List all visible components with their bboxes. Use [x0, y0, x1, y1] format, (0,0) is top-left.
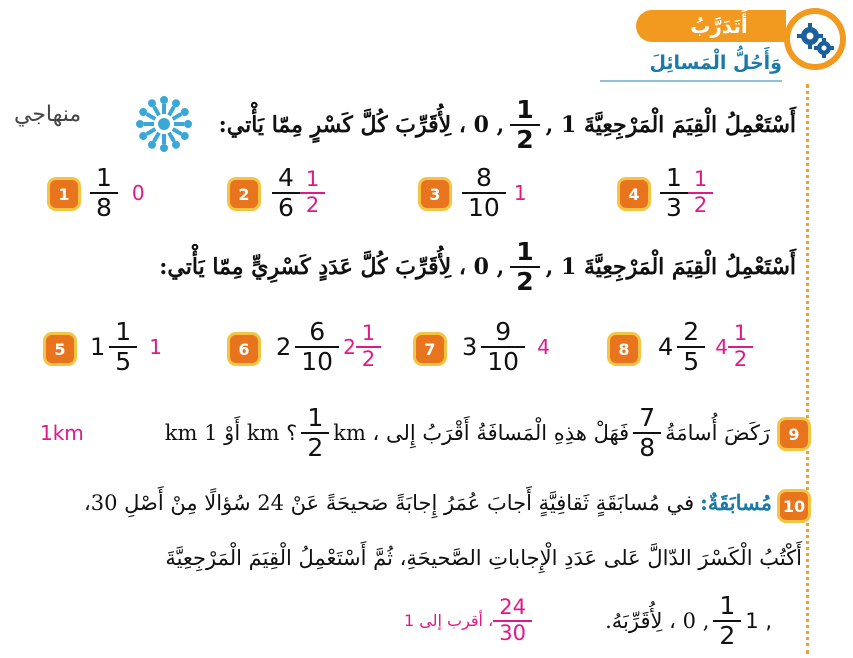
problem9-text-c: km أَوْ 1 km ؟: [164, 421, 298, 445]
whole-number: 3: [462, 333, 478, 361]
exercise-4: [660, 164, 713, 222]
fraction-denominator: 10: [487, 347, 520, 376]
problem-number-badge: 9: [780, 420, 808, 448]
fraction-denominator: 2: [307, 433, 324, 462]
whole-number: 2: [276, 333, 292, 361]
answer-fraction: [300, 168, 325, 217]
fraction-numerator: 1: [96, 163, 112, 192]
section1-instruction: [208, 96, 796, 154]
problem10-label: مُسابَقَةٌ:: [700, 490, 772, 515]
margin-dotted-line: [806, 84, 809, 654]
fraction-numerator: 1: [666, 163, 682, 192]
section2-instruction: [140, 238, 796, 296]
half-fraction: [510, 238, 539, 296]
fraction-denominator: 2: [693, 193, 708, 217]
section2-instruction-main: أَسْتَعْمِلُ الْقِيَمَ الْمَرْجِعِيَّةَ 1 ,: [545, 254, 796, 280]
fraction-denominator: 2: [733, 347, 748, 371]
fraction-numerator: 9: [495, 317, 512, 346]
fraction-denominator: 2: [719, 621, 736, 650]
answer-fraction: [728, 322, 753, 371]
fraction-numerator: 1: [115, 317, 132, 346]
exercise-number-badge: 6: [230, 335, 258, 363]
section2-instruction-rest: , 0 ، لِأُقَرِّبَ كُلَّ عَدَدٍ كَسْرِيٍّ مِمّا يَأْتي:: [159, 254, 505, 280]
fraction-denominator: 10: [468, 193, 500, 222]
half-fraction: [510, 96, 539, 154]
fraction-numerator: 1: [361, 321, 376, 346]
problem-9: [40, 404, 770, 462]
whole-number: 4: [658, 333, 674, 361]
problem10-line3-pre: 1 ,: [745, 609, 772, 633]
subtitle-underline: [600, 80, 782, 82]
fraction-numerator: 1: [305, 167, 320, 192]
problem10-line3-post: , 0 ، لِأُقَرِّبَهُ.: [605, 609, 710, 633]
exercise-number-badge: 5: [46, 335, 74, 363]
answer-value: 4: [537, 335, 550, 359]
fraction: [481, 318, 525, 376]
fraction-denominator: 6: [278, 193, 294, 222]
exercise-number-badge: 1: [50, 180, 78, 208]
answer-whole: 2: [343, 335, 356, 359]
fraction: [633, 404, 661, 462]
fraction-numerator: 1: [719, 591, 736, 620]
answer-whole: 4: [715, 335, 728, 359]
exercise-1: [90, 164, 145, 222]
fraction-denominator: 30: [499, 620, 526, 645]
fraction-numerator: 1: [516, 95, 534, 124]
problem9-text-b: km ، فَهَلْ هذِهِ الْمَسافَةُ أَقْرَبُ إِلى: [333, 421, 630, 445]
answer-fraction: [493, 596, 532, 645]
answer-value: 0: [131, 181, 145, 205]
problem10-answer: [404, 596, 532, 645]
problem10-line2-text: أَكْتُبُ الْكَسْرَ الدّالَّ عَلى عَدَدِ الْإِجاباتِ الصَّحيحَةِ، ثُمَّ أَسْتَعْمِلُ الْقِيَمَ الْمَرْجِعِيَّةَ: [165, 546, 802, 570]
fraction: [295, 318, 339, 376]
exercise-6: [276, 318, 381, 376]
answer-fraction: [688, 168, 713, 217]
fraction: [660, 164, 688, 222]
exercise-number-badge: 2: [230, 180, 258, 208]
fraction: [301, 404, 329, 462]
problem-number-badge: 10: [780, 492, 808, 520]
problem10-line1: [30, 490, 772, 515]
exercise-7: [462, 318, 550, 376]
logo-text: منهاجي: [14, 102, 82, 127]
fraction-denominator: 2: [516, 125, 534, 154]
exercise-2: [272, 164, 325, 222]
fraction: [677, 318, 705, 376]
answer-fraction: [356, 322, 381, 371]
answer-value: 1: [149, 335, 162, 359]
page-subtitle: وَأَحُلُّ الْمَسائِلَ: [649, 52, 782, 74]
whole-number: 1: [90, 333, 106, 361]
fraction-denominator: 2: [361, 347, 376, 371]
exercise-5: [90, 318, 162, 376]
gears-icon: [790, 14, 840, 64]
fraction-numerator: 2: [683, 317, 700, 346]
fraction: [272, 164, 300, 222]
fraction-denominator: 2: [305, 193, 320, 217]
exercise-number-badge: 8: [610, 335, 638, 363]
section1-instruction-rest: , 0 ، لِأُقَرِّبَ كُلَّ كَسْرٍ مِمّا يَأْتي:: [218, 112, 505, 138]
fraction-numerator: 1: [307, 403, 324, 432]
fraction-numerator: 24: [499, 595, 526, 619]
problem10-answer-text: ، أقرب إلى 1: [404, 611, 494, 631]
exercise-3: [462, 164, 527, 222]
logo-icon: [128, 88, 200, 160]
fraction-numerator: 6: [309, 317, 326, 346]
fraction-denominator: 3: [666, 193, 682, 222]
fraction-numerator: 1: [733, 321, 748, 346]
problem9-text-a: رَكَضَ أُسامَةُ: [665, 421, 770, 445]
fraction-denominator: 8: [96, 193, 112, 222]
fraction-numerator: 8: [475, 163, 492, 192]
problem9-answer: 1km: [40, 421, 84, 445]
fraction-denominator: 5: [683, 347, 700, 376]
exercise-number-badge: 4: [620, 180, 648, 208]
fraction: [109, 318, 137, 376]
fraction-denominator: 8: [639, 433, 656, 462]
fraction: [713, 592, 741, 650]
fraction: [90, 164, 118, 222]
problem10-line2: [30, 546, 802, 570]
section1-instruction-main: أَسْتَعْمِلُ الْقِيَمَ الْمَرْجِعِيَّةَ 1 ,: [545, 112, 796, 138]
fraction-numerator: 1: [516, 237, 534, 266]
exercise-8: [658, 318, 753, 376]
answer-value: 1: [513, 181, 527, 205]
fraction-numerator: 7: [639, 403, 656, 432]
fraction-denominator: 5: [115, 347, 132, 376]
fraction-denominator: 10: [301, 347, 334, 376]
fraction-numerator: 4: [278, 163, 294, 192]
fraction-numerator: 1: [693, 167, 708, 192]
fraction: [462, 164, 506, 222]
fraction-denominator: 2: [516, 267, 534, 296]
problem10-line1-text: في مُسابَقَةٍ ثَقافِيَّةٍ أَجابَ عُمَرُ إِجابَةً صَحيحَةً عَنْ 24 سُؤالًا مِنْ أَصْلِ 30،: [83, 490, 695, 515]
page-title: أَتَدَرَّبُ: [690, 14, 748, 38]
exercise-number-badge: 7: [416, 335, 444, 363]
exercise-number-badge: 3: [421, 180, 449, 208]
